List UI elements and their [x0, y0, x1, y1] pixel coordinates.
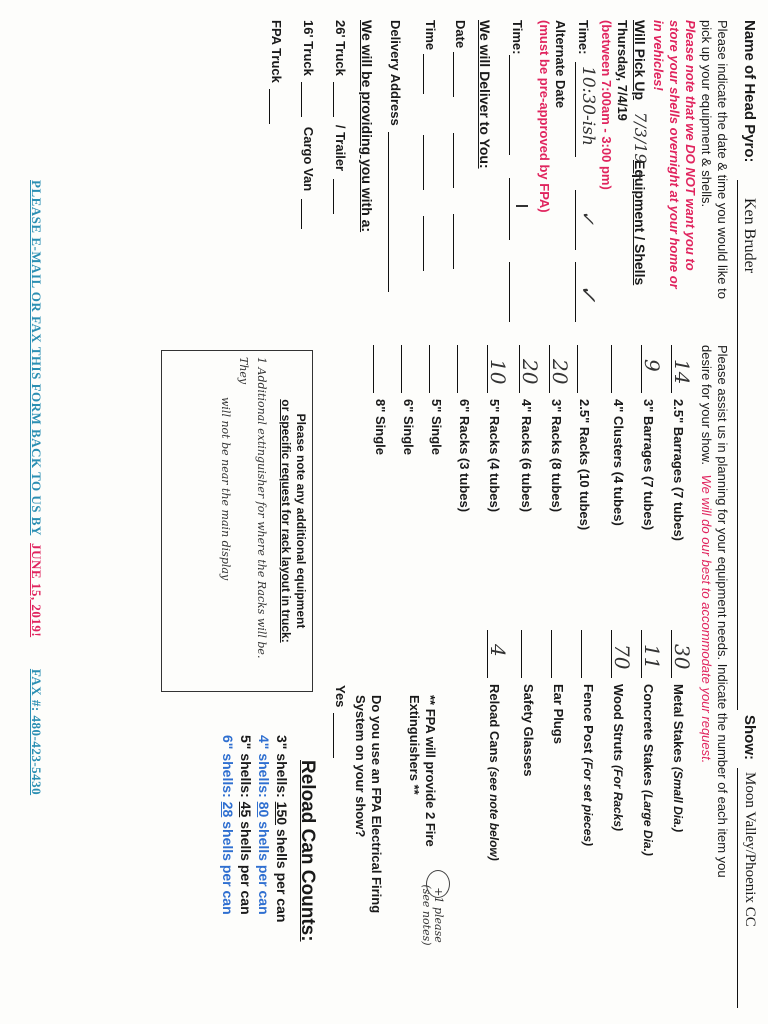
truck16-field[interactable]	[301, 82, 302, 117]
equipment-item-label: 8" Single	[373, 399, 388, 456]
alternate-shells-field[interactable]	[509, 262, 530, 322]
reload-count-row	[274, 735, 290, 922]
pickup-intro-text: Please indicate the date & time you would like to pick up your equipment & shells.	[699, 20, 730, 299]
truck16-row	[301, 20, 316, 235]
cargo-van-label: Cargo Van	[301, 126, 316, 192]
additional-request-box[interactable]	[161, 350, 313, 692]
equipment-item-row	[577, 345, 596, 530]
support-qty-field[interactable]	[610, 630, 634, 678]
reload-shell-tail: shells per can	[238, 821, 254, 915]
fpa-note-line-2: Extinguishers **	[407, 695, 422, 795]
support-qty-field[interactable]	[486, 630, 510, 678]
shells-check-icon: ✓	[575, 284, 600, 303]
support-item-label: Safety Glasses	[521, 684, 536, 777]
support-item-label: Fence Post	[581, 684, 596, 754]
firing-yes-field[interactable]	[333, 713, 334, 758]
handwritten-pickup-date: 7/3/19 +	[631, 112, 650, 182]
warning-line-1: Please note that we DO NOT want you to	[683, 20, 698, 271]
reload-shell-tail: shells per can	[256, 821, 272, 915]
equipment-qty-field[interactable]	[577, 345, 596, 393]
reload-shell-tail: shells per can	[220, 821, 236, 915]
equipment-item-label: 2.5" Racks (10 tubes)	[577, 399, 592, 531]
delivery-address-row	[388, 20, 403, 298]
equipment-intro	[698, 345, 730, 1015]
equipment-item-row	[429, 345, 448, 455]
reload-shell-tail: shells per can	[274, 829, 290, 923]
handwritten-extinguisher-request: +1 please (see notes)	[420, 884, 445, 946]
reload-shell-count: 28	[220, 801, 236, 818]
support-item-label: Ear Plugs	[551, 684, 566, 744]
equipment-item-row	[640, 345, 664, 531]
additional-request-note-2: will not be near the main display	[219, 397, 232, 581]
equipment-qty-value: 14	[670, 359, 694, 385]
equipment-intro-line-1: Please assist us in planning for your equipment needs. Indicate the number of each item you	[715, 345, 730, 878]
equipment-qty-value: 9	[640, 359, 664, 372]
support-item-label: Concrete Stakes	[641, 684, 656, 786]
footer	[28, 180, 44, 795]
head-pyro-field[interactable]	[737, 180, 760, 710]
equipment-item-row	[457, 345, 476, 512]
deliver-shells-field[interactable]	[453, 214, 454, 269]
equipment-qty-field[interactable]	[640, 345, 664, 393]
deliver-heading: We will Deliver to You:	[477, 20, 493, 169]
deliver-time-label: Time	[423, 20, 438, 51]
will-pick-up-heading: Will Pick Up	[632, 20, 648, 101]
equipment-item-row	[548, 345, 572, 513]
reload-count-row	[220, 735, 236, 915]
equipment-item-label: 4" Clusters (4 tubes)	[611, 399, 626, 526]
equipment-shells-heading: Equipment / Shells	[632, 160, 648, 286]
support-item-row	[610, 630, 634, 832]
equipment-qty-field[interactable]	[611, 345, 630, 393]
support-item-row	[551, 630, 570, 748]
equipment-qty-field[interactable]	[548, 345, 572, 393]
equipment-pickup-field[interactable]	[575, 190, 596, 250]
yes-label: Yes	[333, 685, 348, 708]
equipment-item-row	[611, 345, 630, 526]
warning-line-3: in vehicles!	[651, 20, 666, 91]
equipment-item-label: 6" Racks (3 tubes)	[457, 399, 472, 513]
pickup-intro	[650, 20, 730, 320]
support-item-row	[521, 630, 540, 781]
reload-shell-size: 4" shells:	[256, 735, 272, 798]
equipment-qty-field[interactable]	[518, 345, 542, 393]
head-pyro-label: Name of Head Pyro:	[741, 20, 758, 163]
equipment-qty-value: 20	[518, 359, 542, 385]
equipment-item-row	[670, 345, 694, 541]
fpa-truck-row	[269, 20, 284, 130]
truck26-row	[333, 20, 348, 220]
head-pyro-value: Ken Bruder	[741, 198, 758, 274]
alternate-time-field[interactable]	[509, 55, 530, 155]
truck26-label: 26' Truck	[333, 20, 348, 76]
fpa-extinguisher-note	[406, 695, 438, 847]
equipment-intro-red: We will do our best to accommodate your request.	[699, 474, 714, 764]
fpa-truck-label: FPA Truck	[269, 20, 284, 83]
support-item-label: Metal Stakes	[671, 684, 686, 763]
equipment-item-label: 3" Barrages (7 tubes)	[641, 399, 656, 531]
truck26-field[interactable]	[333, 82, 334, 117]
deliver-date-field[interactable]	[453, 52, 454, 97]
deliver-time-shells-field[interactable]	[423, 216, 424, 271]
reload-shell-count: 80	[256, 801, 272, 818]
equipment-item-label: 5" Single	[429, 399, 444, 456]
deliver-time-field[interactable]	[423, 54, 424, 94]
reload-shell-count: 150	[274, 801, 290, 826]
show-value: Moon Valley/Phoenix CC	[742, 772, 758, 927]
reload-count-row	[238, 735, 254, 915]
firing-system-question	[352, 695, 384, 913]
support-qty-field[interactable]	[670, 630, 694, 678]
support-item-label: Wood Struts	[611, 684, 626, 762]
equipment-intro-line-2: desire for your show.	[699, 345, 714, 465]
trailer-label: / Trailer	[333, 124, 348, 172]
delivery-address-field[interactable]	[388, 132, 389, 292]
equipment-item-label: 3" Racks (8 tubes)	[549, 399, 564, 513]
equipment-item-row	[373, 345, 392, 455]
equipment-item-label: 5" Racks (4 tubes)	[487, 399, 502, 513]
support-item-label: Reload Cans	[487, 684, 502, 763]
support-item-note: (For Racks)	[611, 765, 625, 832]
equipment-item-label: 2.5" Barrages (7 tubes)	[671, 399, 686, 541]
alternate-date-label: Alternate Date	[553, 20, 568, 109]
support-item-row	[486, 630, 510, 861]
reload-shell-size: 6" shells:	[220, 735, 236, 798]
footer-fax: FAX #: 480-423-5430	[29, 668, 44, 796]
trailer-field[interactable]	[333, 179, 334, 214]
pickup-date: Thursday, 7/4/19	[615, 20, 630, 121]
additional-request-title-2: or specific request for rack layout in truck:	[279, 399, 293, 643]
show-field[interactable]	[737, 768, 760, 1008]
equipment-qty-field[interactable]	[486, 345, 510, 393]
alternate-equipment-field[interactable]	[509, 178, 530, 240]
footer-text: PLEASE E-MAIL OR FAX THIS FORM BACK TO US BY	[29, 180, 44, 536]
pen-mark	[516, 205, 528, 207]
warning-line-2: store your shells overnight at your home or	[667, 20, 682, 289]
reload-shell-size: 5" shells:	[238, 735, 254, 798]
show-label: Show:	[741, 715, 758, 760]
pickup-window: (between 7:00am - 3:00 pm)	[599, 20, 614, 190]
pickup-time-field[interactable]	[575, 62, 596, 157]
support-qty-field[interactable]	[521, 630, 540, 678]
reload-title: Reload Can Counts:	[297, 760, 318, 942]
equipment-qty-field[interactable]	[401, 345, 420, 393]
handwritten-pickup-time: 10:30-ish	[578, 66, 598, 146]
deliver-date-row	[453, 20, 468, 275]
support-qty-field[interactable]	[581, 630, 600, 678]
equipment-qty-field[interactable]	[670, 345, 694, 393]
additional-request-note-1: 1 Additional extinguisher for where the Racks will be. They	[237, 357, 268, 659]
deliver-date-label: Date	[453, 20, 468, 49]
providing-heading: We will be providing you with a:	[359, 20, 375, 233]
reload-shell-count: 45	[238, 801, 254, 818]
reload-shell-size: 3" shells:	[274, 735, 290, 798]
equipment-item-label: 6" Single	[401, 399, 416, 456]
support-item-row	[670, 630, 694, 833]
support-item-row	[640, 630, 664, 856]
alternate-time-label: Time:	[510, 20, 525, 55]
deliver-time-equipment-field[interactable]	[423, 135, 424, 190]
support-qty-field[interactable]	[640, 630, 664, 678]
truck16-label: 16' Truck	[301, 20, 316, 76]
circle-mark-icon	[426, 870, 450, 898]
preapproved-note: (must be pre-approved by FPA)	[537, 20, 552, 213]
equipment-check-icon: ✓	[577, 210, 598, 226]
additional-request-title-1: Please note any additional equipment	[294, 413, 308, 629]
cargo-van-field[interactable]	[301, 199, 302, 229]
support-item-note: (Small Dia.)	[671, 766, 685, 833]
support-item-note: (For set pieces)	[581, 757, 595, 847]
deliver-time-row	[423, 20, 438, 277]
reload-count-row	[256, 735, 272, 915]
support-item-row	[581, 630, 600, 846]
firing-question-line-1: Do you use an FPA Electrical Firing	[369, 695, 384, 914]
firing-yes-row	[333, 685, 348, 764]
shells-pickup-field[interactable]	[575, 262, 600, 322]
equipment-item-label: 4" Racks (6 tubes)	[519, 399, 534, 513]
equipment-qty-value: 10	[486, 359, 510, 385]
equipment-qty-field[interactable]	[457, 345, 476, 393]
support-qty-value: 11	[640, 644, 664, 670]
support-qty-value: 4	[486, 644, 510, 657]
fpa-note-line-1: ** FPA will provide 2 Fire	[423, 695, 438, 847]
equipment-item-row	[486, 345, 510, 513]
equipment-qty-field[interactable]	[373, 345, 392, 393]
support-item-note: (see note below)	[487, 766, 501, 861]
support-qty-field[interactable]	[551, 630, 570, 678]
equipment-qty-value: 20	[548, 359, 572, 385]
deliver-equipment-field[interactable]	[453, 133, 454, 188]
pickup-time-label: Time:	[576, 20, 591, 55]
footer-deadline: JUNE 15, 2019!	[29, 543, 44, 638]
support-qty-value: 30	[670, 644, 694, 670]
firing-question-line-2: System on your show?	[353, 695, 368, 838]
equipment-qty-field[interactable]	[429, 345, 448, 393]
equipment-item-row	[518, 345, 542, 513]
equipment-item-row	[401, 345, 420, 455]
delivery-address-label: Delivery Address	[388, 20, 403, 126]
support-qty-value: 70	[610, 644, 634, 670]
support-item-note: (Large Dia.)	[641, 789, 655, 856]
fpa-truck-field[interactable]	[269, 89, 270, 124]
